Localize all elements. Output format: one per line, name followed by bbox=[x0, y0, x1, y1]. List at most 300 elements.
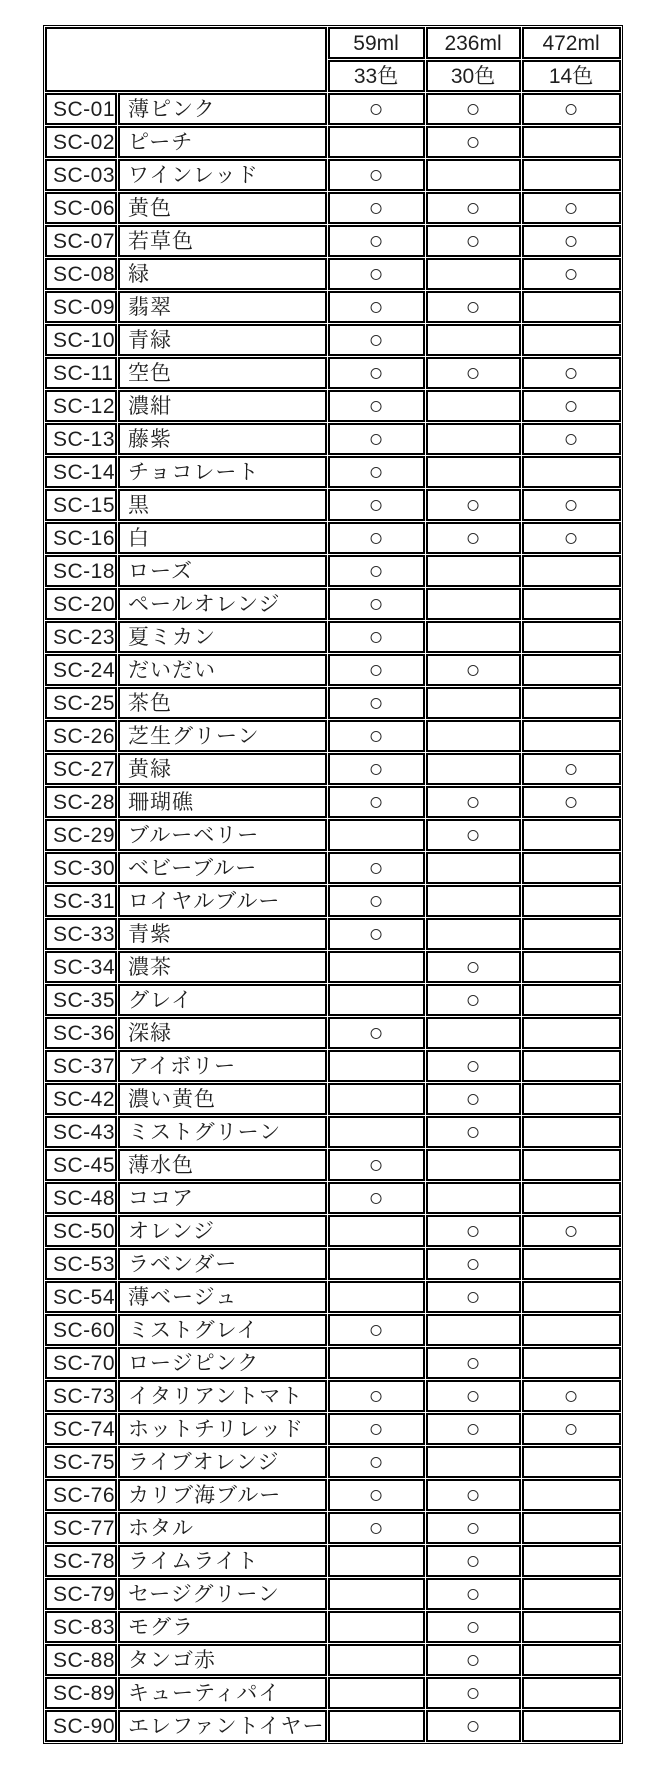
availability-472ml-cell: ○ bbox=[522, 390, 621, 422]
availability-59ml-cell bbox=[328, 1644, 425, 1676]
availability-472ml-cell bbox=[522, 885, 621, 917]
table-row bbox=[45, 522, 621, 554]
availability-472ml-cell bbox=[522, 1347, 621, 1379]
availability-236ml-cell: ○ bbox=[426, 1248, 521, 1280]
availability-472ml-cell: ○ bbox=[522, 753, 621, 785]
table-row bbox=[45, 291, 621, 323]
color-code-cell: SC-60 bbox=[45, 1314, 117, 1346]
availability-59ml-cell: ○ bbox=[328, 786, 425, 818]
availability-236ml-cell: ○ bbox=[426, 1083, 521, 1115]
color-code-cell: SC-45 bbox=[45, 1149, 117, 1181]
table-row bbox=[45, 1215, 621, 1247]
table-row bbox=[45, 1116, 621, 1148]
page bbox=[0, 25, 650, 1788]
color-name-cell: ミストグレイ bbox=[118, 1314, 327, 1346]
table-row bbox=[45, 1578, 621, 1610]
color-name-cell: 濃い黄色 bbox=[118, 1083, 327, 1115]
availability-472ml-cell: ○ bbox=[522, 357, 621, 389]
availability-59ml-cell bbox=[328, 1215, 425, 1247]
table-row bbox=[45, 1446, 621, 1478]
availability-472ml-cell: ○ bbox=[522, 786, 621, 818]
table-row bbox=[45, 1017, 621, 1049]
color-name-cell: 白 bbox=[118, 522, 327, 554]
availability-59ml-cell: ○ bbox=[328, 192, 425, 224]
color-name-cell: 藤紫 bbox=[118, 423, 327, 455]
table-row bbox=[45, 390, 621, 422]
color-name-cell: ピーチ bbox=[118, 126, 327, 158]
availability-472ml-cell bbox=[522, 159, 621, 191]
availability-472ml-cell: ○ bbox=[522, 192, 621, 224]
color-code-cell: SC-01 bbox=[45, 93, 117, 125]
table-row bbox=[45, 1281, 621, 1313]
color-name-cell: ロイヤルブルー bbox=[118, 885, 327, 917]
color-name-cell: ワインレッド bbox=[118, 159, 327, 191]
availability-236ml-cell bbox=[426, 852, 521, 884]
table-row bbox=[45, 918, 621, 950]
color-code-cell: SC-74 bbox=[45, 1413, 117, 1445]
availability-59ml-cell bbox=[328, 1116, 425, 1148]
availability-59ml-cell bbox=[328, 1083, 425, 1115]
availability-472ml-cell bbox=[522, 324, 621, 356]
table-row bbox=[45, 1611, 621, 1643]
table-row bbox=[45, 654, 621, 686]
availability-59ml-cell: ○ bbox=[328, 357, 425, 389]
availability-472ml-cell: ○ bbox=[522, 489, 621, 521]
availability-236ml-cell bbox=[426, 1446, 521, 1478]
color-code-cell: SC-13 bbox=[45, 423, 117, 455]
availability-236ml-cell: ○ bbox=[426, 1347, 521, 1379]
availability-236ml-cell bbox=[426, 390, 521, 422]
availability-236ml-cell bbox=[426, 1182, 521, 1214]
table-row bbox=[45, 753, 621, 785]
color-code-cell: SC-77 bbox=[45, 1512, 117, 1544]
availability-472ml-cell bbox=[522, 1446, 621, 1478]
table-row bbox=[45, 1314, 621, 1346]
corner-cell bbox=[45, 27, 327, 92]
availability-236ml-cell bbox=[426, 687, 521, 719]
color-code-cell: SC-54 bbox=[45, 1281, 117, 1313]
color-code-cell: SC-24 bbox=[45, 654, 117, 686]
availability-236ml-cell: ○ bbox=[426, 1611, 521, 1643]
color-name-cell: 薄ピンク bbox=[118, 93, 327, 125]
availability-59ml-cell bbox=[328, 951, 425, 983]
color-code-cell: SC-20 bbox=[45, 588, 117, 620]
availability-59ml-cell bbox=[328, 1710, 425, 1742]
availability-236ml-cell bbox=[426, 588, 521, 620]
availability-472ml-cell bbox=[522, 984, 621, 1016]
table-row bbox=[45, 93, 621, 125]
availability-236ml-cell bbox=[426, 159, 521, 191]
availability-236ml-cell: ○ bbox=[426, 1380, 521, 1412]
availability-236ml-cell bbox=[426, 885, 521, 917]
color-name-cell: 黒 bbox=[118, 489, 327, 521]
availability-472ml-cell bbox=[522, 1644, 621, 1676]
table-row bbox=[45, 258, 621, 290]
availability-472ml-cell: ○ bbox=[522, 1215, 621, 1247]
availability-472ml-cell bbox=[522, 951, 621, 983]
color-code-cell: SC-76 bbox=[45, 1479, 117, 1511]
availability-236ml-cell: ○ bbox=[426, 126, 521, 158]
color-name-cell: 緑 bbox=[118, 258, 327, 290]
color-name-cell: ロージピンク bbox=[118, 1347, 327, 1379]
color-code-cell: SC-11 bbox=[45, 357, 117, 389]
color-name-cell: ミストグリーン bbox=[118, 1116, 327, 1148]
color-code-cell: SC-35 bbox=[45, 984, 117, 1016]
availability-472ml-cell bbox=[522, 621, 621, 653]
color-name-cell: オレンジ bbox=[118, 1215, 327, 1247]
color-code-cell: SC-29 bbox=[45, 819, 117, 851]
availability-472ml-cell bbox=[522, 1677, 621, 1709]
table-row bbox=[45, 456, 621, 488]
availability-236ml-cell: ○ bbox=[426, 984, 521, 1016]
availability-59ml-cell: ○ bbox=[328, 918, 425, 950]
column-header-472ml: 472ml bbox=[522, 27, 621, 59]
table-row bbox=[45, 1545, 621, 1577]
table-row bbox=[45, 1677, 621, 1709]
column-header-236ml: 236ml bbox=[426, 27, 521, 59]
table-row bbox=[45, 819, 621, 851]
table-row bbox=[45, 1347, 621, 1379]
table-row bbox=[45, 1512, 621, 1544]
color-code-cell: SC-70 bbox=[45, 1347, 117, 1379]
color-code-cell: SC-89 bbox=[45, 1677, 117, 1709]
header-row-sizes bbox=[45, 27, 621, 59]
color-name-cell: 黄色 bbox=[118, 192, 327, 224]
color-code-cell: SC-06 bbox=[45, 192, 117, 224]
availability-472ml-cell bbox=[522, 720, 621, 752]
color-code-cell: SC-31 bbox=[45, 885, 117, 917]
table-row bbox=[45, 324, 621, 356]
table-row bbox=[45, 786, 621, 818]
color-code-cell: SC-34 bbox=[45, 951, 117, 983]
color-code-cell: SC-90 bbox=[45, 1710, 117, 1742]
availability-472ml-cell bbox=[522, 1281, 621, 1313]
column-subheader-472ml-count: 14色 bbox=[522, 60, 621, 92]
table-row bbox=[45, 1050, 621, 1082]
color-code-cell: SC-02 bbox=[45, 126, 117, 158]
availability-472ml-cell bbox=[522, 1545, 621, 1577]
color-name-cell: ベビーブルー bbox=[118, 852, 327, 884]
color-code-cell: SC-18 bbox=[45, 555, 117, 587]
availability-59ml-cell: ○ bbox=[328, 1017, 425, 1049]
table-row bbox=[45, 489, 621, 521]
table-row bbox=[45, 1380, 621, 1412]
availability-472ml-cell bbox=[522, 1512, 621, 1544]
color-code-cell: SC-33 bbox=[45, 918, 117, 950]
color-name-cell: セージグリーン bbox=[118, 1578, 327, 1610]
availability-59ml-cell: ○ bbox=[328, 1149, 425, 1181]
availability-236ml-cell: ○ bbox=[426, 225, 521, 257]
availability-59ml-cell bbox=[328, 819, 425, 851]
availability-236ml-cell: ○ bbox=[426, 522, 521, 554]
availability-472ml-cell: ○ bbox=[522, 522, 621, 554]
availability-472ml-cell bbox=[522, 852, 621, 884]
availability-472ml-cell bbox=[522, 456, 621, 488]
availability-236ml-cell: ○ bbox=[426, 1479, 521, 1511]
color-code-cell: SC-12 bbox=[45, 390, 117, 422]
table-row bbox=[45, 225, 621, 257]
availability-236ml-cell bbox=[426, 555, 521, 587]
availability-472ml-cell: ○ bbox=[522, 1413, 621, 1445]
availability-236ml-cell bbox=[426, 1314, 521, 1346]
availability-472ml-cell bbox=[522, 819, 621, 851]
availability-59ml-cell bbox=[328, 1578, 425, 1610]
availability-59ml-cell: ○ bbox=[328, 885, 425, 917]
color-code-cell: SC-10 bbox=[45, 324, 117, 356]
color-name-cell: 深緑 bbox=[118, 1017, 327, 1049]
color-name-cell: ライムライト bbox=[118, 1545, 327, 1577]
column-subheader-59ml-count: 33色 bbox=[328, 60, 425, 92]
table-row bbox=[45, 885, 621, 917]
availability-59ml-cell: ○ bbox=[328, 258, 425, 290]
color-name-cell: ココア bbox=[118, 1182, 327, 1214]
availability-472ml-cell bbox=[522, 1017, 621, 1049]
availability-236ml-cell: ○ bbox=[426, 654, 521, 686]
availability-59ml-cell: ○ bbox=[328, 1380, 425, 1412]
table-row bbox=[45, 1479, 621, 1511]
availability-59ml-cell: ○ bbox=[328, 555, 425, 587]
color-code-cell: SC-79 bbox=[45, 1578, 117, 1610]
table-row bbox=[45, 951, 621, 983]
color-name-cell: ペールオレンジ bbox=[118, 588, 327, 620]
color-name-cell: ライブオレンジ bbox=[118, 1446, 327, 1478]
availability-59ml-cell: ○ bbox=[328, 1512, 425, 1544]
color-code-cell: SC-48 bbox=[45, 1182, 117, 1214]
availability-236ml-cell bbox=[426, 1149, 521, 1181]
availability-236ml-cell: ○ bbox=[426, 1050, 521, 1082]
availability-59ml-cell: ○ bbox=[328, 1413, 425, 1445]
table-row bbox=[45, 555, 621, 587]
availability-472ml-cell: ○ bbox=[522, 1380, 621, 1412]
color-name-cell: アイボリー bbox=[118, 1050, 327, 1082]
availability-59ml-cell bbox=[328, 1248, 425, 1280]
color-name-cell: エレファントイヤー bbox=[118, 1710, 327, 1742]
availability-59ml-cell: ○ bbox=[328, 687, 425, 719]
table-row bbox=[45, 1644, 621, 1676]
availability-59ml-cell bbox=[328, 126, 425, 158]
color-name-cell: タンゴ赤 bbox=[118, 1644, 327, 1676]
availability-472ml-cell bbox=[522, 126, 621, 158]
color-code-cell: SC-37 bbox=[45, 1050, 117, 1082]
color-code-cell: SC-08 bbox=[45, 258, 117, 290]
availability-472ml-cell bbox=[522, 918, 621, 950]
availability-472ml-cell bbox=[522, 555, 621, 587]
color-name-cell: ローズ bbox=[118, 555, 327, 587]
color-code-cell: SC-75 bbox=[45, 1446, 117, 1478]
availability-236ml-cell: ○ bbox=[426, 291, 521, 323]
availability-59ml-cell bbox=[328, 1281, 425, 1313]
color-name-cell: 翡翠 bbox=[118, 291, 327, 323]
availability-236ml-cell: ○ bbox=[426, 1215, 521, 1247]
availability-472ml-cell bbox=[522, 1182, 621, 1214]
availability-236ml-cell bbox=[426, 324, 521, 356]
availability-236ml-cell: ○ bbox=[426, 192, 521, 224]
availability-236ml-cell: ○ bbox=[426, 819, 521, 851]
availability-59ml-cell: ○ bbox=[328, 291, 425, 323]
table-row bbox=[45, 687, 621, 719]
availability-472ml-cell bbox=[522, 1611, 621, 1643]
availability-59ml-cell bbox=[328, 1050, 425, 1082]
availability-59ml-cell: ○ bbox=[328, 456, 425, 488]
table-body bbox=[45, 93, 621, 1742]
color-code-cell: SC-36 bbox=[45, 1017, 117, 1049]
availability-472ml-cell bbox=[522, 1578, 621, 1610]
availability-236ml-cell bbox=[426, 258, 521, 290]
color-code-cell: SC-50 bbox=[45, 1215, 117, 1247]
availability-472ml-cell bbox=[522, 1149, 621, 1181]
color-name-cell: 珊瑚礁 bbox=[118, 786, 327, 818]
table-row bbox=[45, 1083, 621, 1115]
availability-59ml-cell: ○ bbox=[328, 852, 425, 884]
availability-472ml-cell bbox=[522, 654, 621, 686]
color-name-cell: ラベンダー bbox=[118, 1248, 327, 1280]
color-name-cell: 黄緑 bbox=[118, 753, 327, 785]
availability-59ml-cell: ○ bbox=[328, 324, 425, 356]
color-code-cell: SC-15 bbox=[45, 489, 117, 521]
table-row bbox=[45, 1248, 621, 1280]
column-header-59ml: 59ml bbox=[328, 27, 425, 59]
availability-472ml-cell bbox=[522, 588, 621, 620]
color-code-cell: SC-30 bbox=[45, 852, 117, 884]
availability-236ml-cell: ○ bbox=[426, 1710, 521, 1742]
table-row bbox=[45, 1182, 621, 1214]
color-name-cell: ホットチリレッド bbox=[118, 1413, 327, 1445]
availability-236ml-cell bbox=[426, 753, 521, 785]
color-name-cell: だいだい bbox=[118, 654, 327, 686]
availability-472ml-cell bbox=[522, 1116, 621, 1148]
availability-236ml-cell: ○ bbox=[426, 1677, 521, 1709]
table-row bbox=[45, 192, 621, 224]
availability-59ml-cell: ○ bbox=[328, 654, 425, 686]
availability-59ml-cell bbox=[328, 1347, 425, 1379]
color-name-cell: モグラ bbox=[118, 1611, 327, 1643]
color-code-cell: SC-43 bbox=[45, 1116, 117, 1148]
color-name-cell: カリブ海ブルー bbox=[118, 1479, 327, 1511]
availability-472ml-cell: ○ bbox=[522, 423, 621, 455]
availability-59ml-cell: ○ bbox=[328, 720, 425, 752]
color-name-cell: チョコレート bbox=[118, 456, 327, 488]
table-row bbox=[45, 1710, 621, 1742]
availability-236ml-cell: ○ bbox=[426, 1644, 521, 1676]
table-row bbox=[45, 1149, 621, 1181]
availability-472ml-cell bbox=[522, 1479, 621, 1511]
availability-59ml-cell: ○ bbox=[328, 93, 425, 125]
table-row bbox=[45, 588, 621, 620]
color-code-cell: SC-78 bbox=[45, 1545, 117, 1577]
color-name-cell: ホタル bbox=[118, 1512, 327, 1544]
color-code-cell: SC-25 bbox=[45, 687, 117, 719]
table-row bbox=[45, 423, 621, 455]
availability-236ml-cell: ○ bbox=[426, 489, 521, 521]
availability-472ml-cell bbox=[522, 1050, 621, 1082]
color-code-cell: SC-53 bbox=[45, 1248, 117, 1280]
availability-472ml-cell bbox=[522, 1248, 621, 1280]
table-row bbox=[45, 1413, 621, 1445]
table-row bbox=[45, 852, 621, 884]
availability-236ml-cell: ○ bbox=[426, 1413, 521, 1445]
availability-236ml-cell: ○ bbox=[426, 1281, 521, 1313]
availability-59ml-cell bbox=[328, 1611, 425, 1643]
availability-472ml-cell: ○ bbox=[522, 225, 621, 257]
availability-59ml-cell bbox=[328, 984, 425, 1016]
table-row bbox=[45, 126, 621, 158]
availability-236ml-cell: ○ bbox=[426, 1545, 521, 1577]
color-code-cell: SC-23 bbox=[45, 621, 117, 653]
color-name-cell: 青紫 bbox=[118, 918, 327, 950]
color-name-cell: グレイ bbox=[118, 984, 327, 1016]
availability-59ml-cell: ○ bbox=[328, 753, 425, 785]
availability-59ml-cell bbox=[328, 1677, 425, 1709]
column-subheader-236ml-count: 30色 bbox=[426, 60, 521, 92]
table-row bbox=[45, 159, 621, 191]
color-name-cell: キューティパイ bbox=[118, 1677, 327, 1709]
color-name-cell: ブルーベリー bbox=[118, 819, 327, 851]
availability-59ml-cell: ○ bbox=[328, 390, 425, 422]
availability-236ml-cell bbox=[426, 918, 521, 950]
color-code-cell: SC-42 bbox=[45, 1083, 117, 1115]
availability-59ml-cell bbox=[328, 1545, 425, 1577]
availability-59ml-cell: ○ bbox=[328, 588, 425, 620]
availability-472ml-cell: ○ bbox=[522, 93, 621, 125]
availability-59ml-cell: ○ bbox=[328, 522, 425, 554]
availability-59ml-cell: ○ bbox=[328, 1314, 425, 1346]
availability-59ml-cell: ○ bbox=[328, 489, 425, 521]
availability-472ml-cell bbox=[522, 1083, 621, 1115]
color-name-cell: 薄水色 bbox=[118, 1149, 327, 1181]
color-name-cell: 夏ミカン bbox=[118, 621, 327, 653]
color-name-cell: 空色 bbox=[118, 357, 327, 389]
availability-59ml-cell: ○ bbox=[328, 159, 425, 191]
availability-472ml-cell bbox=[522, 291, 621, 323]
availability-236ml-cell bbox=[426, 1017, 521, 1049]
color-name-cell: 茶色 bbox=[118, 687, 327, 719]
availability-472ml-cell bbox=[522, 1314, 621, 1346]
availability-59ml-cell: ○ bbox=[328, 1182, 425, 1214]
color-code-cell: SC-26 bbox=[45, 720, 117, 752]
availability-236ml-cell: ○ bbox=[426, 1116, 521, 1148]
color-code-cell: SC-03 bbox=[45, 159, 117, 191]
color-code-cell: SC-83 bbox=[45, 1611, 117, 1643]
color-name-cell: 青緑 bbox=[118, 324, 327, 356]
availability-236ml-cell: ○ bbox=[426, 1578, 521, 1610]
color-code-cell: SC-88 bbox=[45, 1644, 117, 1676]
availability-59ml-cell: ○ bbox=[328, 621, 425, 653]
availability-472ml-cell bbox=[522, 687, 621, 719]
color-code-cell: SC-73 bbox=[45, 1380, 117, 1412]
availability-236ml-cell: ○ bbox=[426, 357, 521, 389]
color-name-cell: 若草色 bbox=[118, 225, 327, 257]
color-availability-table bbox=[43, 25, 623, 1744]
availability-236ml-cell bbox=[426, 456, 521, 488]
color-name-cell: 芝生グリーン bbox=[118, 720, 327, 752]
availability-236ml-cell bbox=[426, 720, 521, 752]
availability-472ml-cell bbox=[522, 1710, 621, 1742]
color-code-cell: SC-28 bbox=[45, 786, 117, 818]
table-row bbox=[45, 720, 621, 752]
availability-59ml-cell: ○ bbox=[328, 423, 425, 455]
availability-236ml-cell bbox=[426, 423, 521, 455]
availability-59ml-cell: ○ bbox=[328, 1446, 425, 1478]
color-name-cell: イタリアントマト bbox=[118, 1380, 327, 1412]
availability-236ml-cell: ○ bbox=[426, 93, 521, 125]
color-code-cell: SC-27 bbox=[45, 753, 117, 785]
availability-472ml-cell: ○ bbox=[522, 258, 621, 290]
color-code-cell: SC-07 bbox=[45, 225, 117, 257]
table-row bbox=[45, 357, 621, 389]
availability-59ml-cell: ○ bbox=[328, 1479, 425, 1511]
color-name-cell: 濃茶 bbox=[118, 951, 327, 983]
availability-236ml-cell: ○ bbox=[426, 951, 521, 983]
